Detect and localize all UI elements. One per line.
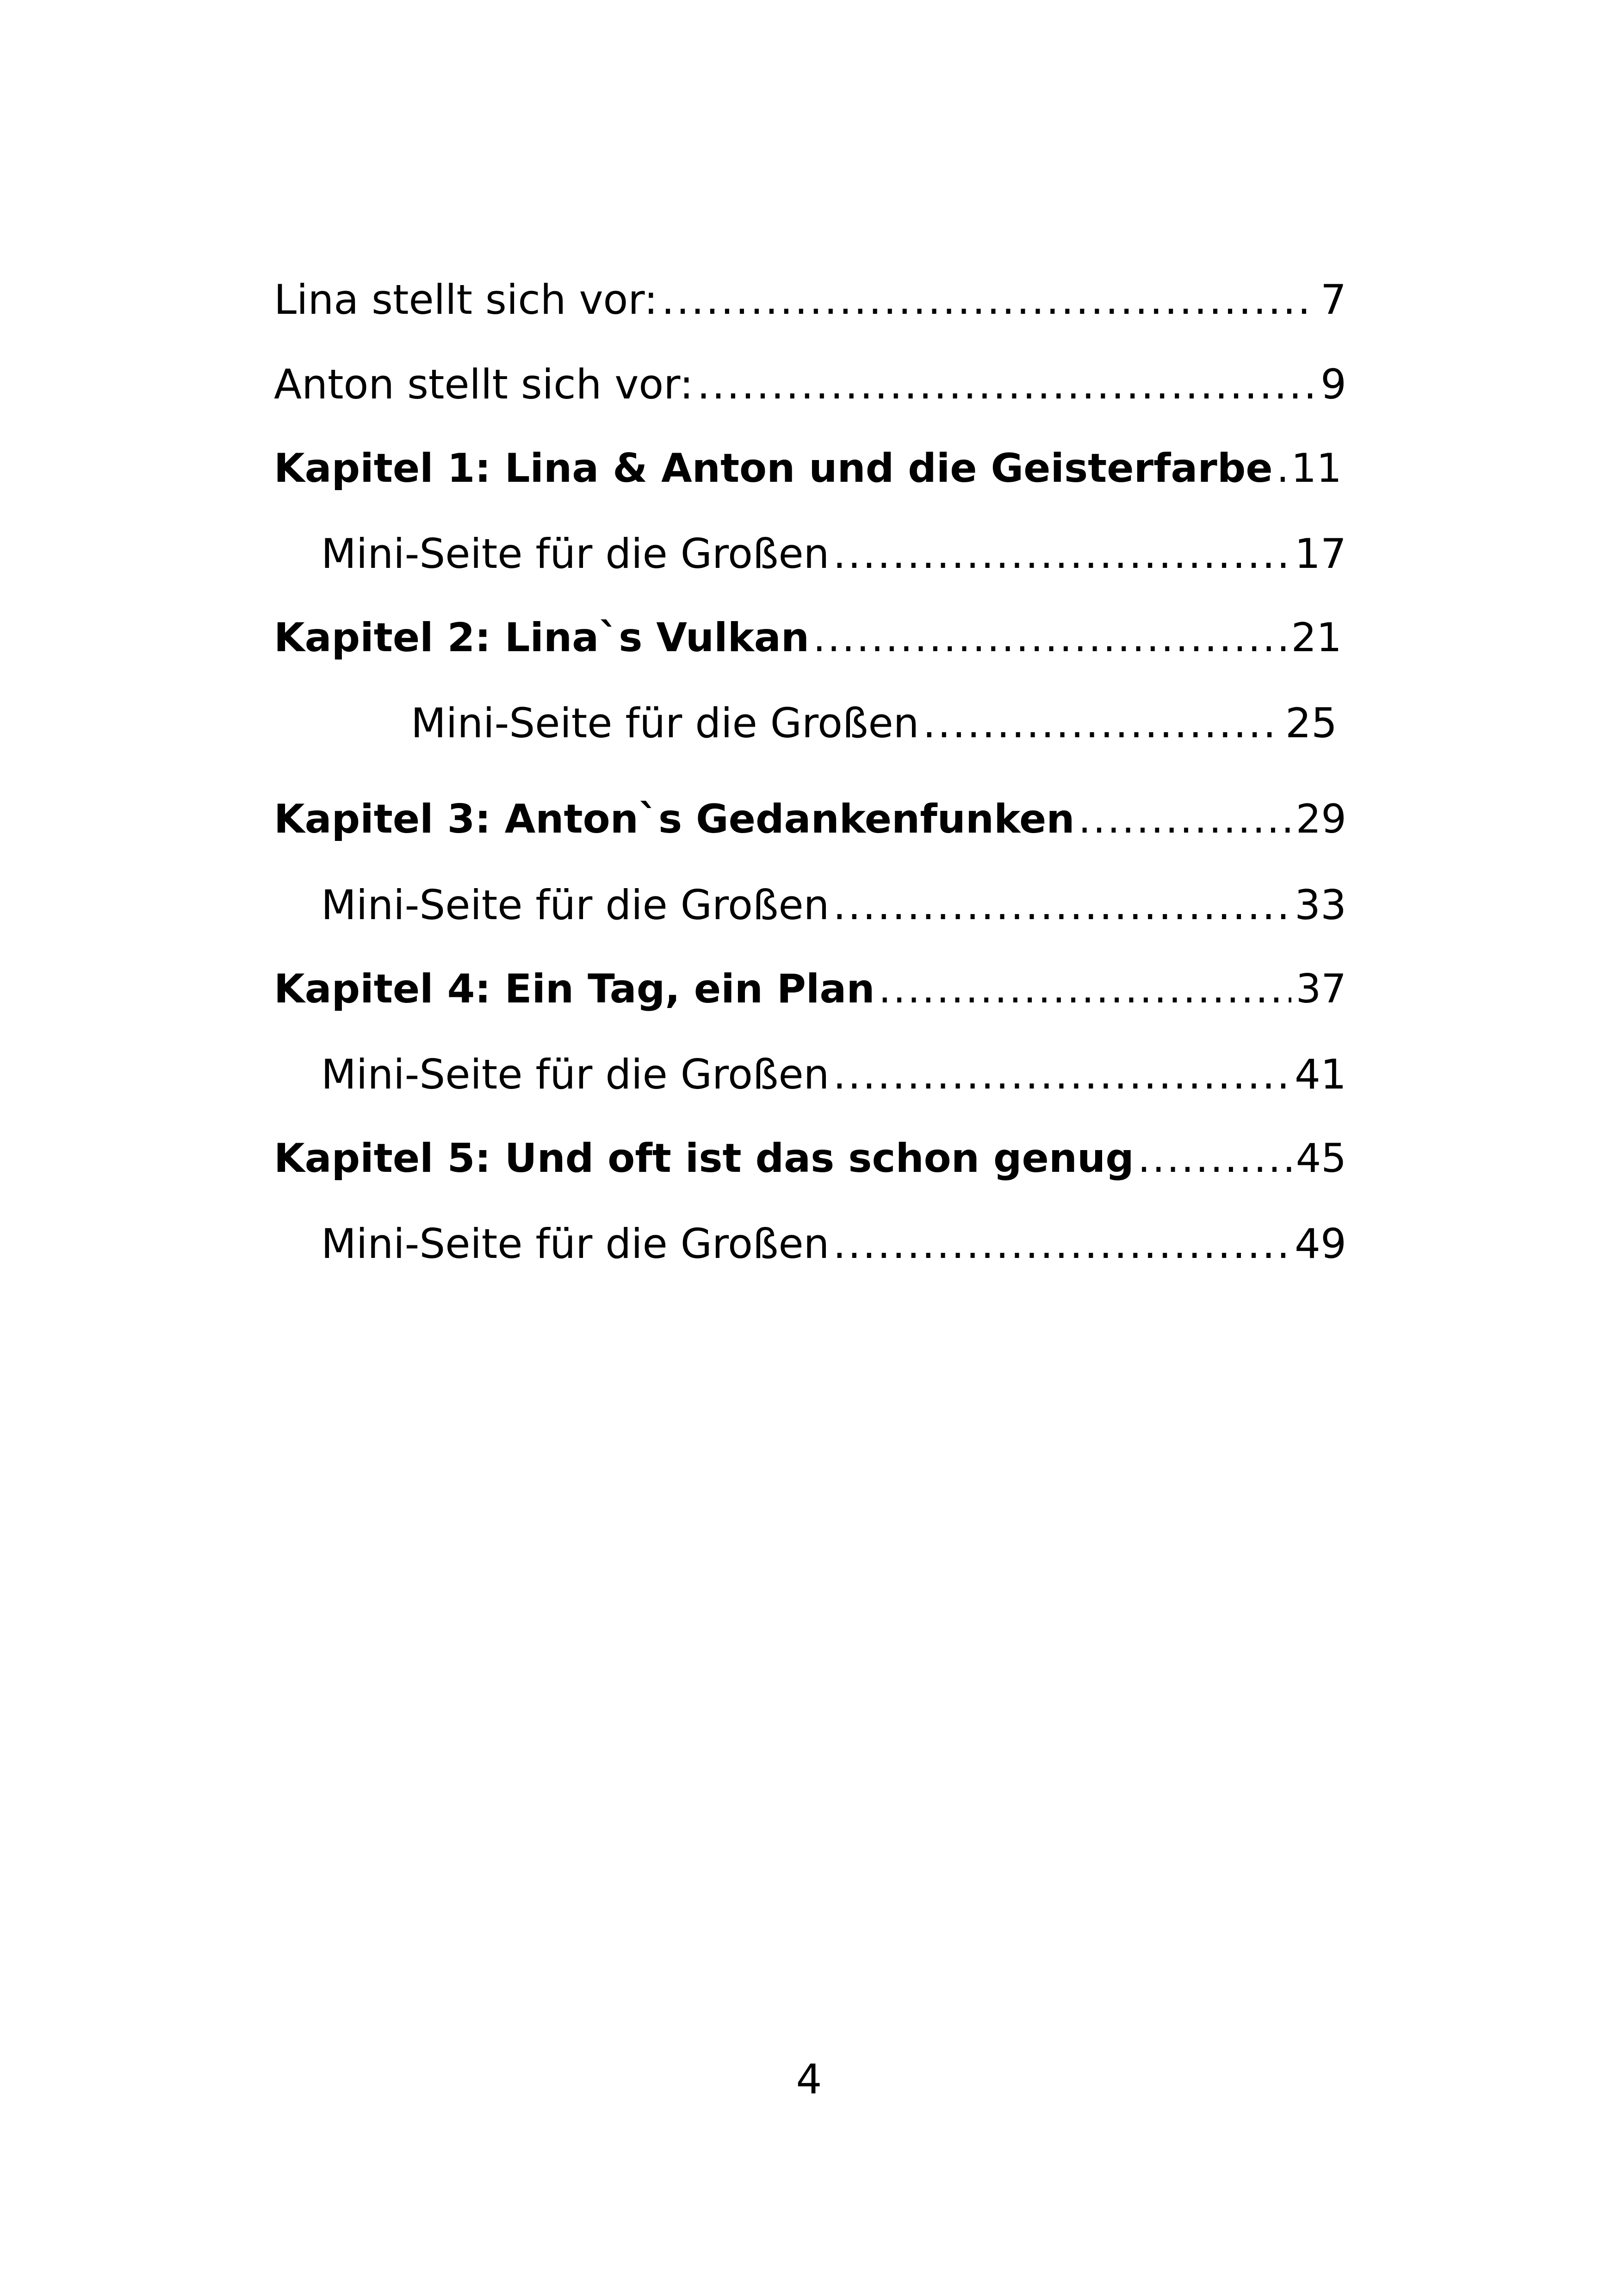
toc-entry-label: Kapitel 1: Lina & Anton und die Geisterfarbe [274, 445, 1273, 492]
dot-leader [662, 275, 1316, 324]
toc-entry-chapter-2[interactable] [274, 614, 1342, 662]
dot-leader [833, 1050, 1290, 1099]
toc-entry-label: Kapitel 4: Ein Tag, ein Plan [274, 966, 875, 1012]
toc-entry-mini-page-4[interactable] [321, 1050, 1346, 1099]
dot-leader [1138, 1135, 1291, 1182]
toc-entry-page: 41 [1295, 1051, 1346, 1098]
toc-entry-label: Kapitel 5: Und oft ist das schon genug [274, 1135, 1134, 1182]
toc-entry-label: Mini-Seite für die Großen [321, 1051, 830, 1098]
toc-entry-label: Lina stellt sich vor: [274, 276, 658, 324]
toc-entry-page: 9 [1320, 361, 1346, 408]
dot-leader [1079, 796, 1291, 843]
toc-entry-page: 11 [1291, 445, 1342, 492]
toc-entry-chapter-5[interactable] [274, 1135, 1346, 1182]
dot-leader [1277, 445, 1287, 492]
toc-entry-lina-intro[interactable] [274, 275, 1346, 324]
toc-entry-label: Mini-Seite für die Großen [411, 699, 919, 747]
toc-entry-mini-page-2[interactable] [411, 699, 1337, 748]
toc-entry-label: Kapitel 3: Anton`s Gedankenfunken [274, 796, 1075, 842]
toc-entry-chapter-1[interactable] [274, 445, 1342, 492]
toc-entry-mini-page-3[interactable] [321, 881, 1346, 930]
dot-leader [833, 529, 1290, 579]
dot-leader [833, 881, 1290, 930]
toc-entry-page: 21 [1291, 615, 1342, 661]
toc-entry-chapter-3[interactable] [274, 796, 1346, 843]
toc-entry-page: 29 [1296, 796, 1346, 842]
toc-entry-label: Mini-Seite für die Großen [321, 881, 830, 929]
toc-entry-label: Kapitel 2: Lina`s Vulkan [274, 615, 810, 661]
toc-entry-chapter-4[interactable] [274, 965, 1346, 1013]
dot-leader [813, 614, 1287, 662]
toc-entry-label: Mini-Seite für die Großen [321, 530, 830, 578]
dot-leader [923, 699, 1281, 748]
dot-leader [879, 965, 1291, 1013]
page-number: 4 [796, 2055, 822, 2103]
toc-entry-page: 7 [1320, 276, 1346, 324]
toc-entry-page: 37 [1296, 966, 1346, 1012]
toc-entry-anton-intro[interactable] [274, 360, 1346, 409]
dot-leader [833, 1220, 1290, 1269]
toc-entry-label: Mini-Seite für die Großen [321, 1220, 830, 1268]
dot-leader [697, 360, 1316, 409]
toc-entry-page: 33 [1295, 881, 1346, 929]
toc-entry-page: 49 [1295, 1220, 1346, 1268]
toc-entry-page: 17 [1295, 530, 1346, 578]
toc-entry-page: 45 [1296, 1135, 1346, 1182]
toc-entry-page: 25 [1285, 699, 1337, 747]
toc-entry-label: Anton stellt sich vor: [274, 361, 694, 408]
toc-entry-mini-page-1[interactable] [321, 529, 1346, 579]
toc-entry-mini-page-5[interactable] [321, 1220, 1346, 1269]
